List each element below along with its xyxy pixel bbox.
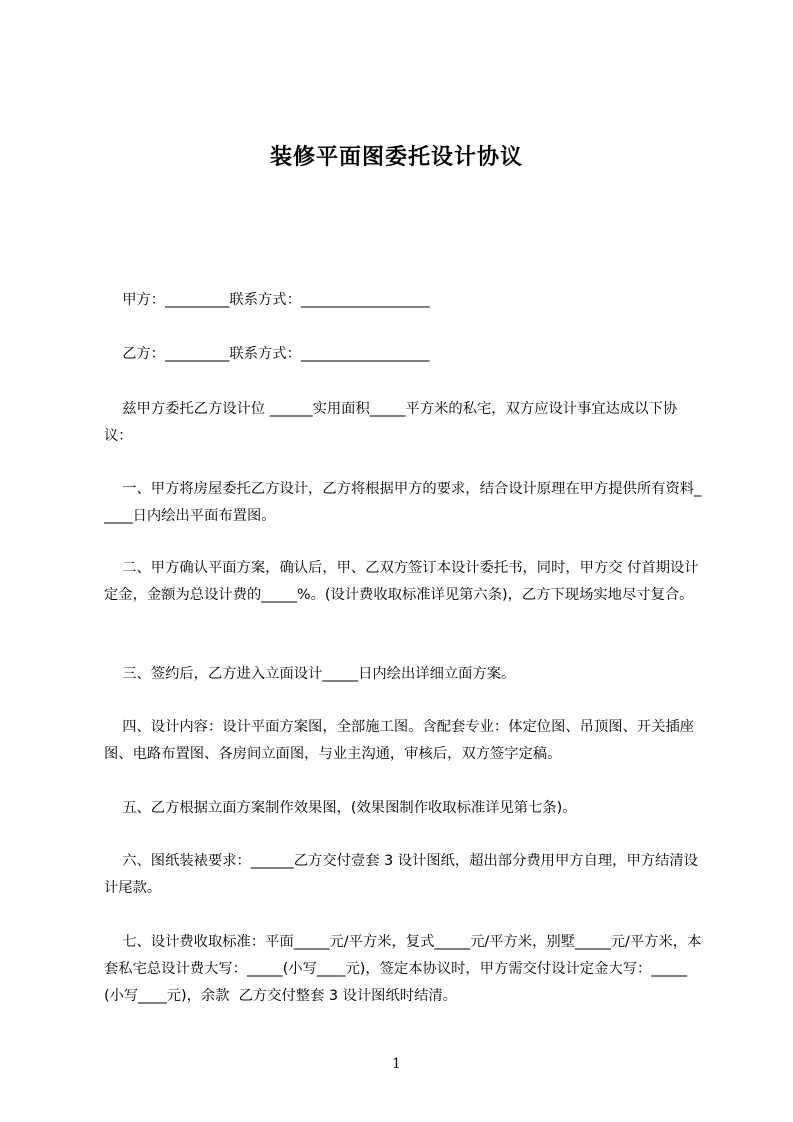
party-a-line: 甲方：_________联系方式：__________________ xyxy=(104,292,430,308)
clause-1-paragraph: 一、甲方将房屋委托乙方设计，乙方将根据甲方的要求，结合设计原理在甲方提供所有资料_____日内绘出平面布置图。 xyxy=(104,481,702,524)
clause-4-paragraph: 四、设计内容：设计平面方案图，全部施工图。含配套专业：体定位图、吊顶图、开关插座图、电路布置图、各房间立面图，与业主沟通，审核后，双方签字定稿。 xyxy=(104,719,695,762)
page-number: 1 xyxy=(392,1056,401,1072)
intro-paragraph: 兹甲方委托乙方设计位 ______实用面积_____平方米的私宅，双方应设计事宜达成以下协议： xyxy=(104,401,678,444)
party-b-line: 乙方：_________联系方式：__________________ xyxy=(104,346,430,362)
clause-5-paragraph: 五、乙方根据立面方案制作效果图，(效果图制作收取标准详见第七条)。 xyxy=(104,800,577,816)
clause-3-paragraph: 三、签约后，乙方进入立面设计_____日内绘出详细立面方案。 xyxy=(104,666,516,682)
document-title: 装修平面图委托设计协议 xyxy=(269,145,523,170)
clause-7-paragraph: 七、设计费收取标准：平面_____元/平方米，复式_____元/平方米，别墅_____元/平方米，本套私宅总设计费大写：_____(小写____元)，签定本协议时，甲方需交付设计定金大写：_____(小写____元)，余款 乙方交付整套 3 设计图纸时结清。 xyxy=(104,934,702,1004)
clause-2-paragraph: 二、甲方确认平面方案，确认后，甲、乙双方签订本设计委托书，同时，甲方交 付首期设计定金，金额为总设计费的_____%。(设计费收取标准详见第六条)，乙方下现场实地尽寸复合。 xyxy=(104,560,699,603)
clause-6-paragraph: 六、图纸装裱要求：______乙方交付壹套 3 设计图纸，超出部分费用甲方自理，甲方结清设计尾款。 xyxy=(104,853,698,896)
